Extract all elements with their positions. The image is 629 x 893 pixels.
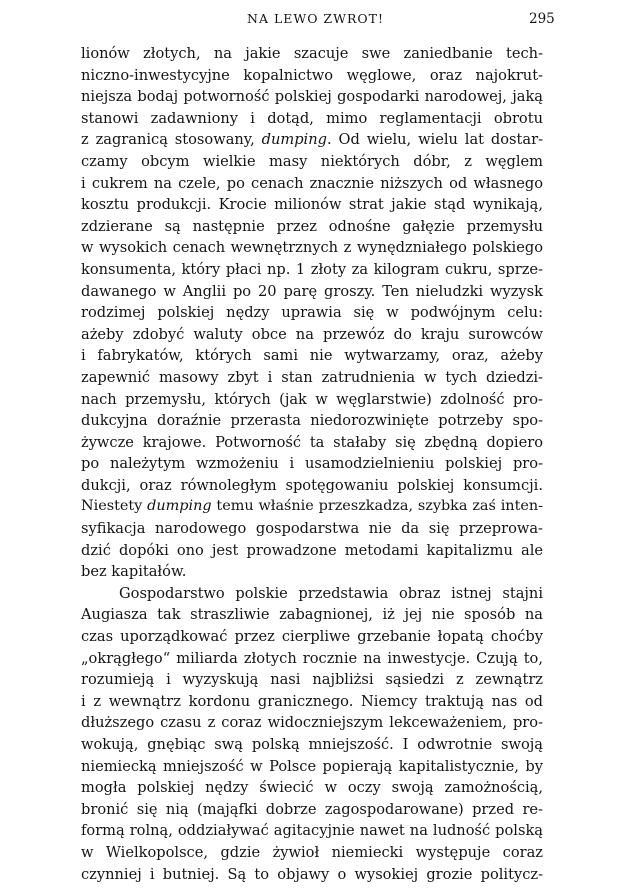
text-line: zdzierane są następnie przez odnośne gałęzie przemysłu: [81, 217, 543, 235]
text-line: kosztu produkcji. Krocie milionów strat jakie stąd wynikają,: [81, 196, 543, 214]
text-line: bronić się nią (mająfki dobrze zagospodarowane) przed re-: [81, 800, 543, 818]
italic-term: dumping: [147, 498, 212, 515]
text-line: czas uporządkować przez cierpliwe grzebanie łopatą choćby: [81, 628, 543, 646]
text-line: [81, 129, 543, 151]
text-line: czynniej i butniej. Są to objawy o wysokiej grozie politycz-: [81, 865, 543, 883]
text-line: „okrągłego“ miliarda złotych rocznie na inwestycje. Czują to,: [81, 649, 543, 667]
text-line: dawanego w Anglii po 20 parę groszy. Ten nieludzki wyzysk: [81, 282, 543, 300]
text-line: niczno-inwestycyjne kopalnictwo węglowe, oraz najokrut-: [81, 66, 543, 84]
text-run: z zagranicą stosowany,: [81, 131, 262, 149]
text-line: Augiasza tak straszliwie zabagnionej, iż jej nie sposób na: [81, 606, 543, 624]
text-line: w wysokich cenach wewnętrznych z wynędzniałego polskiego: [81, 239, 543, 257]
page-number: 295: [529, 11, 555, 27]
text-line: lionów złotych, na jakie szacuje swe zaniedbanie tech-: [81, 45, 543, 62]
italic-term: dumping: [261, 131, 327, 149]
text-line: ażeby zdobyć waluty obce na przewóz do kraju surowców: [81, 325, 543, 343]
text-line: stanowi zadawniony i dotąd, mimo reglamentacji obrotu: [81, 109, 543, 127]
text-line: bez kapitałów.: [81, 563, 187, 581]
text-line: dukcyjna doraźnie przerasta niedorozwinięte potrzeby spo-: [81, 412, 543, 430]
text-line: wokują, gnębiąc swą polską mniejszość. I odwrotnie swoją: [81, 736, 543, 753]
text-line: czamy obcym wielkie masy niektórych dóbr, z węglem: [81, 152, 543, 170]
text-line: i z wewnątrz kordonu granicznego. Niemcy traktują nas od: [81, 692, 543, 710]
text-line: dłuższego czasu z coraz widoczniejszym lekceważeniem, pro-: [81, 714, 543, 732]
text-line: zapewnić masowy zbyt i stan zatrudnienia w tych dziedzi-: [81, 368, 543, 386]
text-line: dukcji, oraz równoległym spotęgowaniu polskiej konsumcji.: [81, 476, 543, 494]
text-line: Gospodarstwo polskie przedstawia obraz istnej stajni: [119, 584, 543, 602]
text-line: niemiecką mniejszość w Polsce popierają kapitalistycznie, by: [81, 757, 543, 775]
text-line: rozumieją i wyzyskują nasi najbliżsi sąsiedzi z zewnątrz: [81, 671, 543, 689]
text-line: i cukrem na czele, po cenach znacznie niższych od własnego: [81, 174, 543, 192]
text-line: konsumenta, który płaci np. 1 złoty za kilogram cukru, sprze-: [81, 260, 543, 278]
text-run: . Od wielu, wielu lat dostar-: [326, 131, 544, 149]
text-line: [81, 496, 543, 518]
text-line: rodzimej polskiej nędzy uprawia się w podwójnym celu:: [81, 304, 543, 322]
text-line: po należytym wzmożeniu i usamodzielnieniu polskiej pro-: [81, 455, 543, 473]
text-line: w Wielkopolsce, gdzie żywioł niemiecki występuje coraz: [81, 843, 543, 861]
text-line: nach przemysłu, których (jak w węglarstwie) zdolność pro-: [81, 390, 543, 408]
running-head: NA LEWO ZWROT!: [247, 11, 384, 26]
text-line: niejsza bodaj potworność polskiej gospodarki narodowej, jaką: [81, 88, 543, 106]
body-text: [81, 43, 543, 885]
text-line: i fabrykatów, których sami nie wytwarzamy, oraz, ażeby: [81, 347, 543, 365]
text-line: dzić dopóki ono jest prowadzone metodami kapitalizmu ale: [81, 541, 543, 559]
text-line: formą rolną, oddziaływać agitacyjnie nawet na ludność polską: [81, 822, 543, 840]
text-line: żywcze krajowe. Potworność ta stałaby się zbędną dopiero: [81, 433, 543, 451]
text-run: Niestety: [81, 498, 148, 515]
text-line: syfikacja narodowego gospodarstwa nie da się przeprowa-: [81, 520, 543, 538]
text-line: mogła polskiej nędzy świecić w oczy swoją zamożnością,: [81, 779, 543, 797]
text-run: temu właśnie przeszkadza, szybka zaś inten-: [211, 498, 543, 515]
